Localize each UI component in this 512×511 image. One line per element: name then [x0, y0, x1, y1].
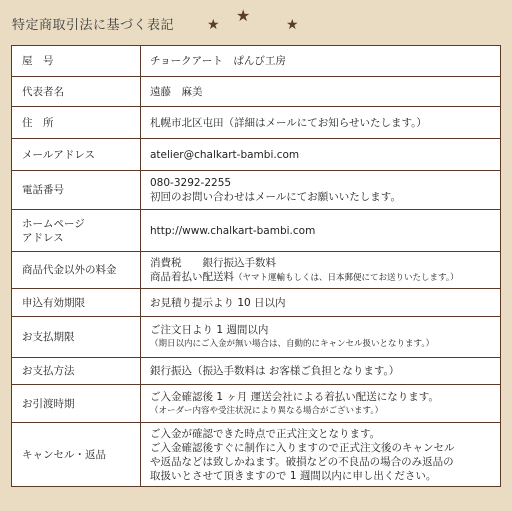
table-row — [12, 252, 501, 289]
table-row — [12, 385, 501, 423]
table-row — [12, 210, 501, 252]
row-value-line: 札幌市北区屯田（詳細はメールにてお知らせいたします。） — [150, 116, 427, 129]
row-label: 住 所 — [12, 107, 141, 139]
row-label: 商品代金以外の料金 — [12, 252, 141, 289]
row-value — [141, 358, 501, 385]
row-value-line: （期日以内にご入金が無い場合は、自動的にキャンセル扱いとなります。） — [150, 339, 435, 349]
row-value — [141, 317, 501, 358]
row-label: 電話番号 — [12, 171, 141, 210]
row-value-line: ご入金確認後すぐに制作に入りますので正式注文後のキャンセル — [150, 441, 455, 454]
row-value-line: 初回のお問い合わせはメールにてお願いいたします。 — [150, 191, 401, 203]
row-label: 代表者名 — [12, 77, 141, 107]
row-value-line: 銀行振込（振込手数料は お客様ご負担となります。） — [150, 365, 400, 377]
row-value — [141, 107, 501, 139]
row-value-line: チョークアート ぱんび工房 — [150, 55, 286, 67]
page-header — [0, 0, 512, 44]
row-value-line: 080-3292-2255 — [150, 177, 232, 189]
page-title: 特定商取引法に基づく表記 — [12, 18, 175, 33]
row-value-line: 取扱いとさせて頂きますので 1 週間以内に申し出ください。 — [150, 469, 437, 482]
star-icon: ★ — [236, 6, 251, 25]
row-value-note: （ヤマト運輸もしくは、日本郵便にてお送りいたします。） — [234, 272, 459, 283]
table-row — [12, 317, 501, 358]
table-row — [12, 289, 501, 317]
row-value — [141, 46, 501, 77]
row-label: メールアドレス — [12, 139, 141, 171]
row-value — [141, 210, 501, 252]
row-value-line: ご注文日より 1 週間以内 — [150, 324, 269, 336]
row-value-line: atelier@chalkart-bambi.com — [150, 148, 300, 161]
table-row — [12, 358, 501, 385]
row-value — [141, 139, 501, 171]
row-value-line: や返品などは致しかねます。破損などの不良品の場合のみ返品の — [150, 455, 454, 468]
table-row — [12, 77, 501, 107]
row-label: キャンセル・返品 — [12, 423, 141, 487]
star-icon: ★ — [286, 17, 299, 33]
row-value — [141, 289, 501, 317]
row-value-line: ご入金確認後 1 ヶ月 運送会社による着払い配送になります。 — [150, 390, 439, 403]
row-label — [12, 210, 141, 252]
row-label-line: アドレス — [22, 231, 64, 244]
table-row — [12, 171, 501, 210]
row-value-line: お見積り提示より 10 日以内 — [150, 296, 286, 309]
row-label: 屋 号 — [12, 46, 141, 77]
row-value-line: 消費税 銀行振込手数料 — [150, 256, 276, 269]
table-row — [12, 139, 501, 171]
row-value — [141, 252, 501, 289]
star-icon: ★ — [207, 17, 220, 33]
row-value — [141, 171, 501, 210]
row-value-line — [150, 270, 494, 285]
table-row — [12, 46, 501, 77]
row-value-line: ご入金が確認できた時点で正式注文となります。 — [150, 427, 381, 440]
table-row — [12, 107, 501, 139]
row-label: 申込有効期限 — [12, 289, 141, 317]
row-value — [141, 77, 501, 107]
row-value-main: 商品着払い配送料 — [150, 270, 234, 283]
legal-notice-table — [11, 45, 501, 487]
row-value — [141, 423, 501, 487]
row-label: お支払期限 — [12, 317, 141, 358]
row-value-line: http://www.chalkart-bambi.com — [150, 224, 316, 237]
row-label-line: ホームページ — [22, 217, 85, 230]
row-value — [141, 385, 501, 423]
row-label: お引渡時期 — [12, 385, 141, 423]
row-value-line: 遠藤 麻美 — [150, 85, 203, 98]
row-label: お支払方法 — [12, 358, 141, 385]
table-row — [12, 423, 501, 487]
row-value-line: （オーダー内容や受注状況により異なる場合がございます。） — [150, 405, 384, 416]
